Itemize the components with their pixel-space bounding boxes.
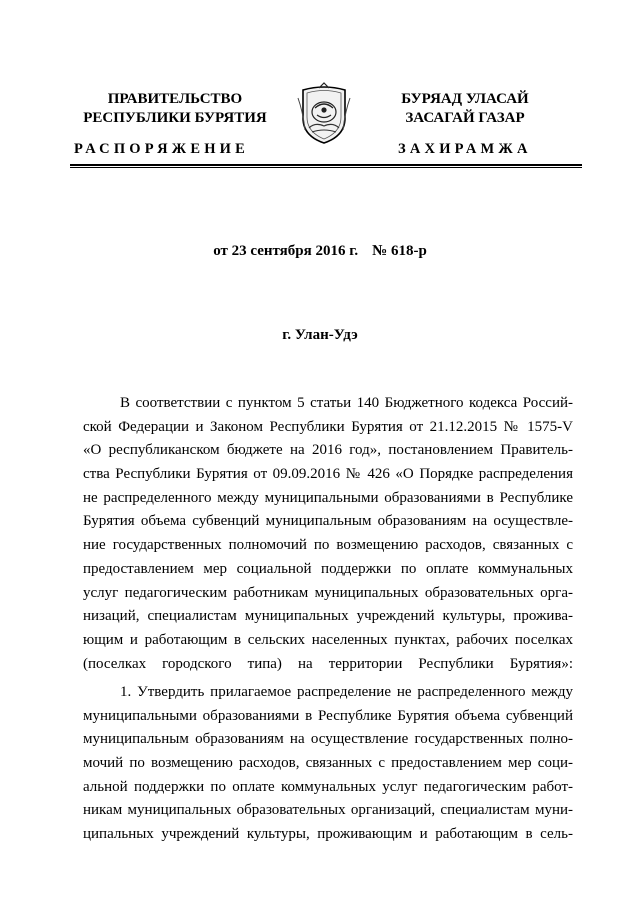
body-line: ющим и работающим в сельских населенных пунктах, рабочих поселках [83,631,573,648]
body-line: предоставлением мер социальной поддержки по оплате коммунальных [83,560,573,577]
government-name-buryat [360,90,570,128]
document-number: № 618-р [372,243,427,259]
body-line: услуг педагогическим работникам муниципальных образовательных орга- [83,584,573,601]
body-paragraph-item-1 [83,681,573,847]
body-line: Бурятия объема субвенций муниципальным образованиям на осуществле- [83,513,573,530]
body-line: не распределенного между муниципальными образованиями в Республике [83,489,573,506]
government-name-line-1: ПРАВИТЕЛЬСТВО [107,91,243,107]
header-divider-thick [70,164,582,166]
body-line: В соответствии с пунктом 5 статьи 140 Бюджетного кодекса Россий- [120,395,573,411]
document-city: г. Улан-Удэ [282,327,358,343]
document-date-line [0,243,640,260]
header-divider-thin [70,167,582,168]
government-name-buryat-line-1: БУРЯАД УЛАСАЙ [401,91,529,107]
body-line: ской Федерации и Законом Республики Бурятия от 21.12.2015 № 1575-V [83,418,573,435]
document-type-russian: РАСПОРЯЖЕНИЕ [74,141,250,157]
body-line: ципальных учреждений культуры, проживающим и работающим в сель- [83,826,573,843]
body-paragraph-preamble [83,392,573,676]
government-name-buryat-line-2: ЗАСАГАЙ ГАЗАР [405,110,525,126]
body-line: (поселках городского типа) на территории Республики Бурятия»: [83,655,573,672]
coat-of-arms-emblem-icon [295,82,353,146]
body-line: муниципальными образованиями в Республике Бурятия объема субвенций [83,707,573,724]
body-line: никам муниципальных образовательных организаций, специалистам муни- [83,802,573,819]
body-line: альной поддержки по оплате коммунальных услуг педагогическим работ- [83,778,573,795]
government-name-line-2: РЕСПУБЛИКИ БУРЯТИЯ [83,110,267,126]
body-line: 1. Утвердить прилагаемое распределение не распределенного между [120,684,573,700]
government-name-russian [70,90,280,128]
document-date: от 23 сентября 2016 г. [213,243,359,259]
body-line: муниципальным образованиям на осуществление государственных полно- [83,731,573,748]
body-line: ние государственных полномочий по возмещению расходов, связанных с [83,537,573,554]
body-line: «О республиканском бюджете на 2016 год», постановлением Правитель- [83,442,573,459]
body-line: мочий по возмещению расходов, связанных с предоставлением мер соци- [83,755,573,772]
body-line: ства Республики Бурятия от 09.09.2016 № 426 «О Порядке распределения [83,466,573,483]
document-type-buryat: ЗАХИРАМЖА [398,141,532,157]
body-line: низаций, специалистам муниципальных учреждений культуры, прожива- [83,608,573,625]
